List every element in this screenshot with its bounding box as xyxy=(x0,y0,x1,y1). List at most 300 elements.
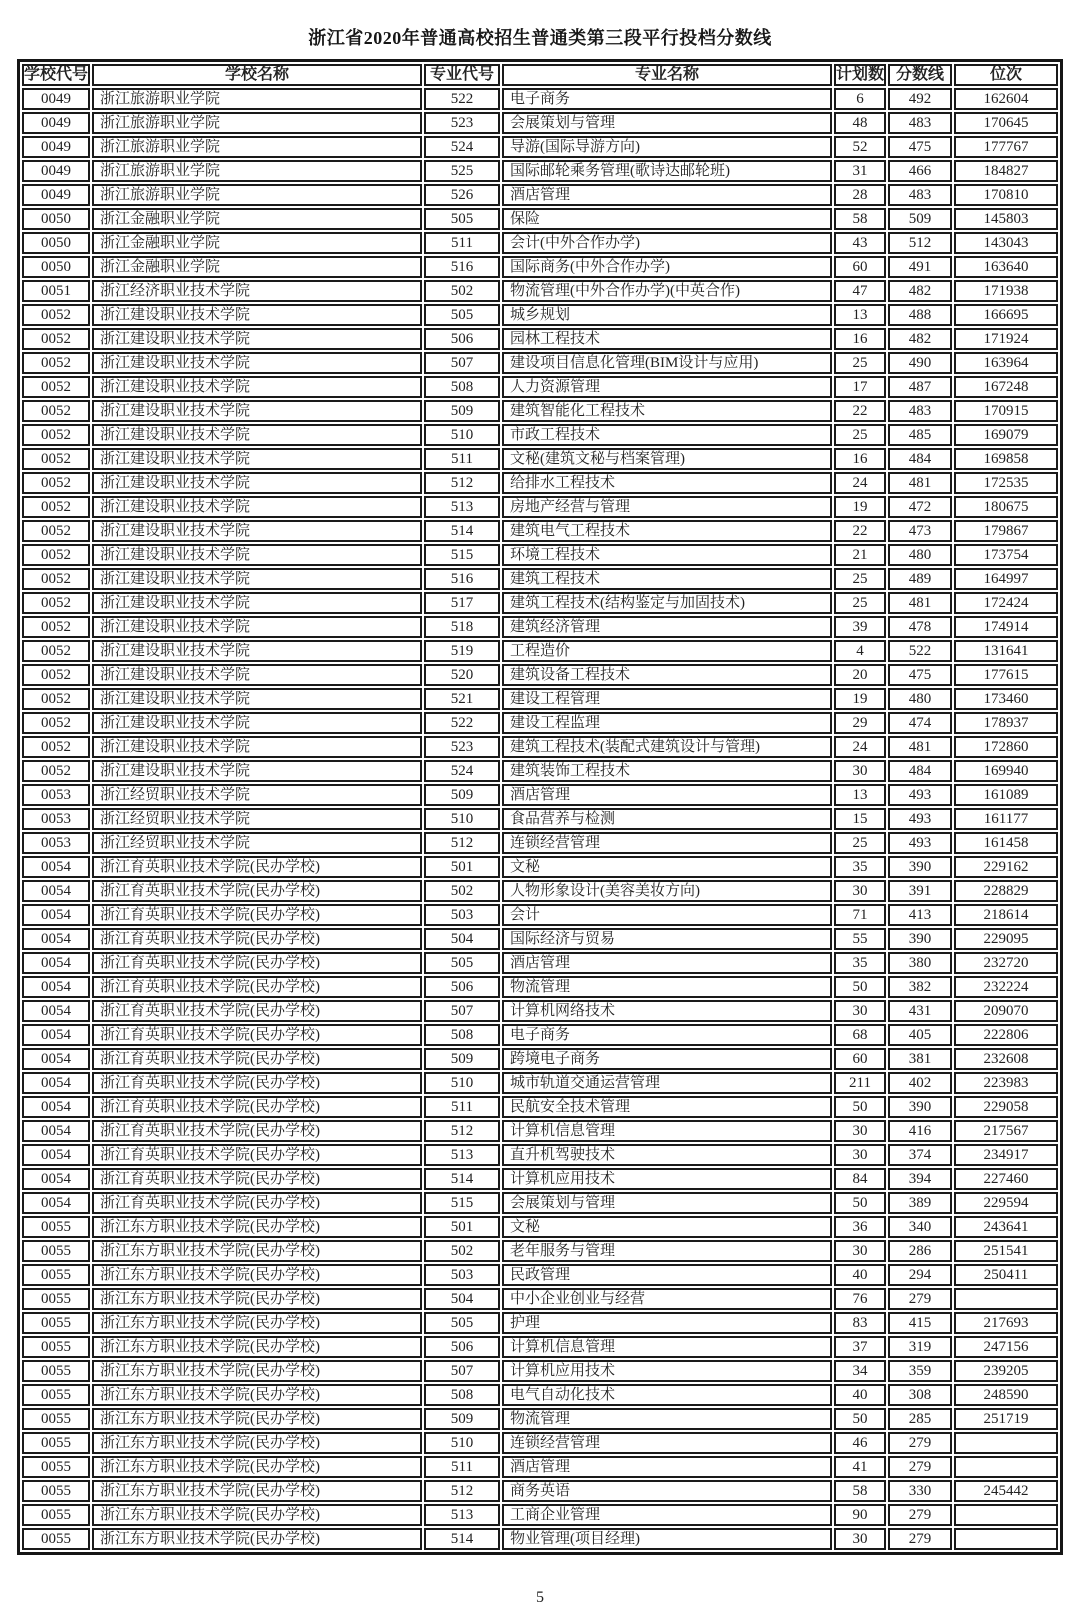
cell-rank: 239205 xyxy=(954,1360,1058,1382)
cell-score-line: 431 xyxy=(888,1000,952,1022)
cell-school-code: 0052 xyxy=(22,688,90,710)
page-title: 浙江省2020年普通高校招生普通类第三段平行投档分数线 xyxy=(308,28,772,48)
cell-school-code: 0052 xyxy=(22,760,90,782)
cell-school-code: 0052 xyxy=(22,352,90,374)
cell-rank: 248590 xyxy=(954,1384,1058,1406)
cell-school-name: 浙江东方职业技术学院(民办学校) xyxy=(92,1288,422,1310)
cell-major-code: 503 xyxy=(424,1264,500,1286)
cell-score-line: 512 xyxy=(888,232,952,254)
table-row xyxy=(22,448,1058,470)
cell-school-code: 0055 xyxy=(22,1216,90,1238)
cell-major-code: 510 xyxy=(424,424,500,446)
cell-major-name: 物流管理 xyxy=(502,1408,832,1430)
cell-rank xyxy=(954,1456,1058,1478)
table-row xyxy=(22,640,1058,662)
cell-school-code: 0053 xyxy=(22,832,90,854)
cell-rank: 170645 xyxy=(954,112,1058,134)
column-header-rank: 位次 xyxy=(954,64,1058,86)
table-row xyxy=(22,736,1058,758)
cell-school-code: 0049 xyxy=(22,160,90,182)
cell-plan-count: 68 xyxy=(834,1024,886,1046)
cell-major-name: 文秘(建筑文秘与档案管理) xyxy=(502,448,832,470)
cell-school-code: 0055 xyxy=(22,1528,90,1550)
cell-school-name: 浙江育英职业技术学院(民办学校) xyxy=(92,1000,422,1022)
cell-school-name: 浙江育英职业技术学院(民办学校) xyxy=(92,1048,422,1070)
column-header-plan-count: 计划数 xyxy=(834,64,886,86)
cell-major-code: 505 xyxy=(424,1312,500,1334)
cell-school-name: 浙江东方职业技术学院(民办学校) xyxy=(92,1216,422,1238)
cell-major-code: 509 xyxy=(424,1408,500,1430)
cell-major-code: 508 xyxy=(424,1384,500,1406)
cell-school-name: 浙江建设职业技术学院 xyxy=(92,520,422,542)
cell-major-name: 工程造价 xyxy=(502,640,832,662)
cell-major-code: 508 xyxy=(424,376,500,398)
cell-rank: 222806 xyxy=(954,1024,1058,1046)
cell-major-name: 中小企业创业与经营 xyxy=(502,1288,832,1310)
cell-school-name: 浙江东方职业技术学院(民办学校) xyxy=(92,1480,422,1502)
cell-major-code: 516 xyxy=(424,256,500,278)
cell-plan-count: 40 xyxy=(834,1264,886,1286)
cell-major-name: 民政管理 xyxy=(502,1264,832,1286)
cell-major-code: 512 xyxy=(424,1480,500,1502)
cell-school-code: 0055 xyxy=(22,1336,90,1358)
cell-score-line: 475 xyxy=(888,664,952,686)
cell-rank: 247156 xyxy=(954,1336,1058,1358)
cell-major-name: 护理 xyxy=(502,1312,832,1334)
cell-plan-count: 39 xyxy=(834,616,886,638)
cell-rank: 161177 xyxy=(954,808,1058,830)
cell-plan-count: 30 xyxy=(834,1528,886,1550)
cell-school-name: 浙江建设职业技术学院 xyxy=(92,400,422,422)
cell-major-name: 酒店管理 xyxy=(502,784,832,806)
cell-score-line: 481 xyxy=(888,736,952,758)
cell-plan-count: 52 xyxy=(834,136,886,158)
cell-major-code: 502 xyxy=(424,280,500,302)
cell-major-name: 酒店管理 xyxy=(502,1456,832,1478)
cell-school-code: 0049 xyxy=(22,184,90,206)
cell-score-line: 466 xyxy=(888,160,952,182)
cell-rank: 250411 xyxy=(954,1264,1058,1286)
cell-plan-count: 19 xyxy=(834,496,886,518)
cell-plan-count: 48 xyxy=(834,112,886,134)
table-row xyxy=(22,760,1058,782)
table-row xyxy=(22,304,1058,326)
cell-plan-count: 37 xyxy=(834,1336,886,1358)
cell-school-code: 0049 xyxy=(22,88,90,110)
cell-rank: 177767 xyxy=(954,136,1058,158)
cell-school-name: 浙江育英职业技术学院(民办学校) xyxy=(92,904,422,926)
cell-score-line: 374 xyxy=(888,1144,952,1166)
cell-rank: 217693 xyxy=(954,1312,1058,1334)
cell-school-name: 浙江建设职业技术学院 xyxy=(92,352,422,374)
cell-score-line: 490 xyxy=(888,352,952,374)
cell-school-name: 浙江育英职业技术学院(民办学校) xyxy=(92,880,422,902)
cell-rank: 245442 xyxy=(954,1480,1058,1502)
cell-plan-count: 6 xyxy=(834,88,886,110)
cell-plan-count: 36 xyxy=(834,1216,886,1238)
cell-major-code: 521 xyxy=(424,688,500,710)
cell-major-code: 523 xyxy=(424,112,500,134)
table-row xyxy=(22,1360,1058,1382)
cell-rank xyxy=(954,1288,1058,1310)
cell-school-code: 0053 xyxy=(22,808,90,830)
cell-score-line: 482 xyxy=(888,328,952,350)
cell-school-name: 浙江建设职业技术学院 xyxy=(92,304,422,326)
cell-rank: 229058 xyxy=(954,1096,1058,1118)
table-row xyxy=(22,1312,1058,1334)
cell-plan-count: 16 xyxy=(834,328,886,350)
cell-school-name: 浙江东方职业技术学院(民办学校) xyxy=(92,1504,422,1526)
cell-major-code: 515 xyxy=(424,544,500,566)
cell-rank: 229162 xyxy=(954,856,1058,878)
cell-school-code: 0052 xyxy=(22,304,90,326)
cell-major-code: 511 xyxy=(424,1096,500,1118)
cell-rank: 161458 xyxy=(954,832,1058,854)
cell-major-code: 524 xyxy=(424,136,500,158)
cell-score-line: 493 xyxy=(888,784,952,806)
cell-major-name: 建筑工程技术(结构鉴定与加固技术) xyxy=(502,592,832,614)
cell-school-name: 浙江育英职业技术学院(民办学校) xyxy=(92,1096,422,1118)
cell-school-name: 浙江育英职业技术学院(民办学校) xyxy=(92,856,422,878)
cell-major-code: 505 xyxy=(424,208,500,230)
table-row xyxy=(22,856,1058,878)
table-row xyxy=(22,544,1058,566)
cell-major-code: 518 xyxy=(424,616,500,638)
cell-school-code: 0055 xyxy=(22,1288,90,1310)
cell-school-name: 浙江经贸职业技术学院 xyxy=(92,784,422,806)
cell-school-name: 浙江育英职业技术学院(民办学校) xyxy=(92,1168,422,1190)
cell-school-code: 0055 xyxy=(22,1240,90,1262)
cell-rank: 163964 xyxy=(954,352,1058,374)
cell-major-code: 511 xyxy=(424,232,500,254)
table-row xyxy=(22,1528,1058,1550)
cell-school-name: 浙江建设职业技术学院 xyxy=(92,640,422,662)
cell-score-line: 286 xyxy=(888,1240,952,1262)
cell-score-line: 340 xyxy=(888,1216,952,1238)
cell-plan-count: 25 xyxy=(834,424,886,446)
cell-score-line: 413 xyxy=(888,904,952,926)
cell-major-code: 510 xyxy=(424,1072,500,1094)
cell-school-name: 浙江东方职业技术学院(民办学校) xyxy=(92,1264,422,1286)
cell-school-code: 0049 xyxy=(22,112,90,134)
cell-major-code: 514 xyxy=(424,520,500,542)
cell-major-code: 503 xyxy=(424,904,500,926)
cell-school-name: 浙江东方职业技术学院(民办学校) xyxy=(92,1432,422,1454)
cell-major-name: 老年服务与管理 xyxy=(502,1240,832,1262)
cell-school-name: 浙江东方职业技术学院(民办学校) xyxy=(92,1240,422,1262)
cell-major-name: 人力资源管理 xyxy=(502,376,832,398)
cell-major-name: 文秘 xyxy=(502,1216,832,1238)
cell-school-code: 0052 xyxy=(22,376,90,398)
cell-score-line: 382 xyxy=(888,976,952,998)
cell-major-name: 计算机网络技术 xyxy=(502,1000,832,1022)
cell-major-code: 512 xyxy=(424,472,500,494)
cell-major-code: 504 xyxy=(424,1288,500,1310)
cell-school-code: 0052 xyxy=(22,520,90,542)
cell-rank: 251541 xyxy=(954,1240,1058,1262)
cell-rank: 162604 xyxy=(954,88,1058,110)
cell-school-name: 浙江东方职业技术学院(民办学校) xyxy=(92,1336,422,1358)
cell-major-name: 会计 xyxy=(502,904,832,926)
cell-major-name: 直升机驾驶技术 xyxy=(502,1144,832,1166)
cell-score-line: 319 xyxy=(888,1336,952,1358)
cell-school-code: 0054 xyxy=(22,1000,90,1022)
table-row xyxy=(22,1144,1058,1166)
cell-plan-count: 34 xyxy=(834,1360,886,1382)
cell-rank: 163640 xyxy=(954,256,1058,278)
cell-major-code: 506 xyxy=(424,328,500,350)
table-row xyxy=(22,592,1058,614)
cell-plan-count: 50 xyxy=(834,1408,886,1430)
cell-rank: 131641 xyxy=(954,640,1058,662)
cell-plan-count: 60 xyxy=(834,1048,886,1070)
cell-major-name: 导游(国际导游方向) xyxy=(502,136,832,158)
cell-score-line: 488 xyxy=(888,304,952,326)
cell-plan-count: 58 xyxy=(834,208,886,230)
table-row xyxy=(22,1288,1058,1310)
cell-rank: 171924 xyxy=(954,328,1058,350)
cell-school-code: 0054 xyxy=(22,1048,90,1070)
cell-rank xyxy=(954,1432,1058,1454)
cell-major-code: 513 xyxy=(424,1504,500,1526)
cell-school-name: 浙江育英职业技术学院(民办学校) xyxy=(92,976,422,998)
cell-major-code: 513 xyxy=(424,1144,500,1166)
table-row xyxy=(22,1480,1058,1502)
cell-plan-count: 43 xyxy=(834,232,886,254)
cell-major-name: 电气自动化技术 xyxy=(502,1384,832,1406)
cell-school-code: 0054 xyxy=(22,1096,90,1118)
cell-school-name: 浙江经贸职业技术学院 xyxy=(92,832,422,854)
cell-school-code: 0051 xyxy=(22,280,90,302)
table-row xyxy=(22,232,1058,254)
cell-major-name: 城乡规划 xyxy=(502,304,832,326)
column-header-major-name: 专业名称 xyxy=(502,64,832,86)
cell-plan-count: 35 xyxy=(834,952,886,974)
cell-school-code: 0050 xyxy=(22,232,90,254)
column-header-school-name: 学校名称 xyxy=(92,64,422,86)
cell-major-code: 507 xyxy=(424,352,500,374)
cell-score-line: 493 xyxy=(888,808,952,830)
table-row xyxy=(22,1000,1058,1022)
cell-major-code: 517 xyxy=(424,592,500,614)
cell-rank: 232608 xyxy=(954,1048,1058,1070)
cell-score-line: 416 xyxy=(888,1120,952,1142)
cell-school-name: 浙江育英职业技术学院(民办学校) xyxy=(92,1192,422,1214)
cell-score-line: 481 xyxy=(888,592,952,614)
cell-score-line: 473 xyxy=(888,520,952,542)
cell-plan-count: 71 xyxy=(834,904,886,926)
cell-major-code: 505 xyxy=(424,304,500,326)
cell-plan-count: 41 xyxy=(834,1456,886,1478)
cell-rank: 172424 xyxy=(954,592,1058,614)
cell-score-line: 478 xyxy=(888,616,952,638)
cell-school-name: 浙江东方职业技术学院(民办学校) xyxy=(92,1312,422,1334)
cell-plan-count: 31 xyxy=(834,160,886,182)
cell-score-line: 391 xyxy=(888,880,952,902)
cell-school-name: 浙江旅游职业学院 xyxy=(92,112,422,134)
cell-major-name: 酒店管理 xyxy=(502,952,832,974)
cell-school-code: 0054 xyxy=(22,1120,90,1142)
cell-major-code: 512 xyxy=(424,832,500,854)
cell-school-code: 0052 xyxy=(22,472,90,494)
cell-school-code: 0054 xyxy=(22,1072,90,1094)
cell-major-code: 510 xyxy=(424,1432,500,1454)
cell-rank: 173754 xyxy=(954,544,1058,566)
cell-major-code: 509 xyxy=(424,400,500,422)
table-row xyxy=(22,832,1058,854)
cell-score-line: 380 xyxy=(888,952,952,974)
cell-score-line: 381 xyxy=(888,1048,952,1070)
cell-school-name: 浙江建设职业技术学院 xyxy=(92,376,422,398)
cell-plan-count: 20 xyxy=(834,664,886,686)
cell-rank: 166695 xyxy=(954,304,1058,326)
cell-school-name: 浙江东方职业技术学院(民办学校) xyxy=(92,1528,422,1550)
table-row xyxy=(22,352,1058,374)
cell-major-code: 504 xyxy=(424,928,500,950)
cell-major-name: 食品营养与检测 xyxy=(502,808,832,830)
cell-major-name: 民航安全技术管理 xyxy=(502,1096,832,1118)
table-row xyxy=(22,976,1058,998)
table-row xyxy=(22,256,1058,278)
cell-major-name: 建筑工程技术(装配式建筑设计与管理) xyxy=(502,736,832,758)
cell-score-line: 405 xyxy=(888,1024,952,1046)
cell-major-name: 建筑经济管理 xyxy=(502,616,832,638)
cell-rank: 232224 xyxy=(954,976,1058,998)
cell-score-line: 279 xyxy=(888,1456,952,1478)
table-row xyxy=(22,1240,1058,1262)
cell-major-code: 510 xyxy=(424,808,500,830)
table-row xyxy=(22,160,1058,182)
cell-school-name: 浙江建设职业技术学院 xyxy=(92,688,422,710)
cell-major-name: 会展策划与管理 xyxy=(502,112,832,134)
cell-school-name: 浙江旅游职业学院 xyxy=(92,160,422,182)
cell-major-name: 建设工程监理 xyxy=(502,712,832,734)
cell-major-name: 建筑装饰工程技术 xyxy=(502,760,832,782)
cell-school-name: 浙江旅游职业学院 xyxy=(92,184,422,206)
cell-major-name: 给排水工程技术 xyxy=(502,472,832,494)
table-row xyxy=(22,1120,1058,1142)
cell-major-name: 电子商务 xyxy=(502,1024,832,1046)
cell-school-name: 浙江东方职业技术学院(民办学校) xyxy=(92,1360,422,1382)
cell-school-name: 浙江东方职业技术学院(民办学校) xyxy=(92,1456,422,1478)
cell-score-line: 522 xyxy=(888,640,952,662)
cell-school-code: 0052 xyxy=(22,448,90,470)
cell-rank: 243641 xyxy=(954,1216,1058,1238)
cell-plan-count: 50 xyxy=(834,976,886,998)
table-row xyxy=(22,208,1058,230)
cell-major-name: 国际经济与贸易 xyxy=(502,928,832,950)
cell-major-name: 连锁经营管理 xyxy=(502,1432,832,1454)
cell-score-line: 294 xyxy=(888,1264,952,1286)
table-row xyxy=(22,712,1058,734)
cell-score-line: 308 xyxy=(888,1384,952,1406)
cell-major-name: 房地产经营与管理 xyxy=(502,496,832,518)
cell-school-code: 0054 xyxy=(22,1192,90,1214)
cell-rank: 172535 xyxy=(954,472,1058,494)
cell-plan-count: 22 xyxy=(834,400,886,422)
table-row xyxy=(22,1504,1058,1526)
table-row xyxy=(22,616,1058,638)
cell-plan-count: 24 xyxy=(834,472,886,494)
cell-major-code: 522 xyxy=(424,88,500,110)
cell-major-code: 502 xyxy=(424,1240,500,1262)
cell-rank: 179867 xyxy=(954,520,1058,542)
cell-school-name: 浙江旅游职业学院 xyxy=(92,88,422,110)
cell-score-line: 483 xyxy=(888,184,952,206)
cell-school-name: 浙江育英职业技术学院(民办学校) xyxy=(92,1024,422,1046)
cell-rank: 228829 xyxy=(954,880,1058,902)
cell-rank: 173460 xyxy=(954,688,1058,710)
cell-score-line: 484 xyxy=(888,448,952,470)
cell-major-name: 国际商务(中外合作办学) xyxy=(502,256,832,278)
table-row xyxy=(22,784,1058,806)
cell-major-name: 电子商务 xyxy=(502,88,832,110)
cell-school-code: 0052 xyxy=(22,592,90,614)
cell-rank: 251719 xyxy=(954,1408,1058,1430)
cell-rank: 232720 xyxy=(954,952,1058,974)
cell-school-name: 浙江建设职业技术学院 xyxy=(92,712,422,734)
cell-major-name: 建筑设备工程技术 xyxy=(502,664,832,686)
cell-school-code: 0052 xyxy=(22,736,90,758)
cell-score-line: 483 xyxy=(888,400,952,422)
table-row xyxy=(22,1072,1058,1094)
cell-plan-count: 25 xyxy=(834,832,886,854)
cell-school-code: 0055 xyxy=(22,1384,90,1406)
cell-school-code: 0052 xyxy=(22,664,90,686)
table-row xyxy=(22,184,1058,206)
cell-school-code: 0054 xyxy=(22,928,90,950)
cell-major-code: 526 xyxy=(424,184,500,206)
cell-plan-count: 35 xyxy=(834,856,886,878)
cell-score-line: 480 xyxy=(888,688,952,710)
cell-score-line: 487 xyxy=(888,376,952,398)
table-row xyxy=(22,1408,1058,1430)
cell-school-name: 浙江建设职业技术学院 xyxy=(92,424,422,446)
cell-score-line: 492 xyxy=(888,88,952,110)
cell-major-name: 商务英语 xyxy=(502,1480,832,1502)
table-row xyxy=(22,280,1058,302)
cell-major-name: 市政工程技术 xyxy=(502,424,832,446)
cell-school-code: 0055 xyxy=(22,1264,90,1286)
cell-major-name: 会计(中外合作办学) xyxy=(502,232,832,254)
cell-school-code: 0054 xyxy=(22,1168,90,1190)
cell-plan-count: 17 xyxy=(834,376,886,398)
cell-major-code: 501 xyxy=(424,1216,500,1238)
cell-school-code: 0055 xyxy=(22,1360,90,1382)
cell-major-name: 建筑智能化工程技术 xyxy=(502,400,832,422)
cell-major-name: 城市轨道交通运营管理 xyxy=(502,1072,832,1094)
cell-school-code: 0055 xyxy=(22,1312,90,1334)
cell-plan-count: 211 xyxy=(834,1072,886,1094)
cell-rank: 229594 xyxy=(954,1192,1058,1214)
cell-plan-count: 84 xyxy=(834,1168,886,1190)
cell-plan-count: 4 xyxy=(834,640,886,662)
cell-score-line: 474 xyxy=(888,712,952,734)
cell-score-line: 390 xyxy=(888,856,952,878)
table-row xyxy=(22,1216,1058,1238)
cell-plan-count: 25 xyxy=(834,592,886,614)
cell-school-code: 0052 xyxy=(22,400,90,422)
cell-major-code: 515 xyxy=(424,1192,500,1214)
cell-score-line: 394 xyxy=(888,1168,952,1190)
cell-school-code: 0052 xyxy=(22,496,90,518)
cell-score-line: 484 xyxy=(888,760,952,782)
cell-rank xyxy=(954,1504,1058,1526)
cell-school-name: 浙江育英职业技术学院(民办学校) xyxy=(92,952,422,974)
cell-plan-count: 30 xyxy=(834,1240,886,1262)
cell-plan-count: 16 xyxy=(834,448,886,470)
cell-major-code: 522 xyxy=(424,712,500,734)
